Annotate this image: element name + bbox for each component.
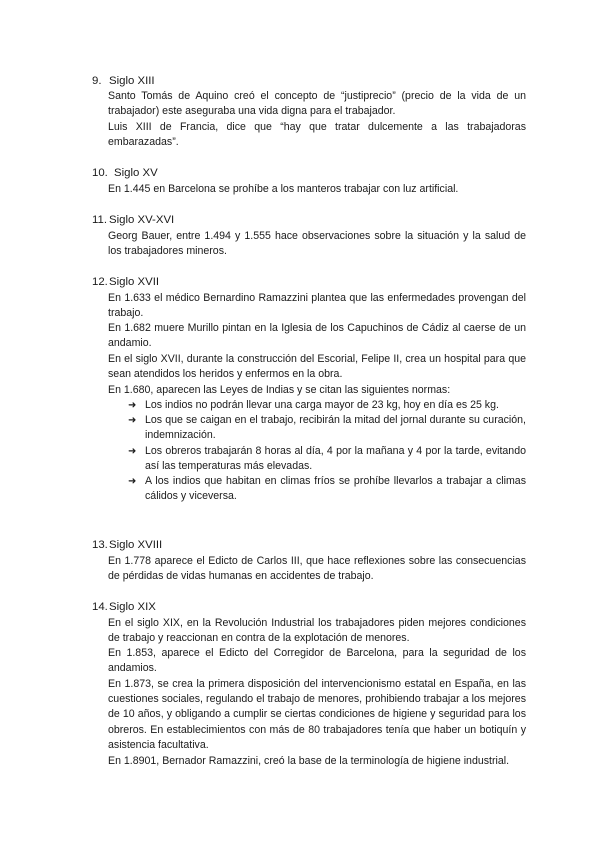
paragraph: Santo Tomás de Aquino creó el concepto de “justiprecio” (precio de la vida de un trabajador) este aseguraba una vida digna para el trabajador.: [108, 90, 526, 118]
list-item-text: Los que se caigan en el trabajo, recibirán la mitad del jornal durante su curación, indemnización.: [145, 414, 526, 442]
section-title: Siglo XVII: [109, 276, 160, 288]
paragraph: En 1.853, aparece el Edicto del Corregidor de Barcelona, para la seguridad de los andamios.: [108, 647, 526, 675]
paragraph: En 1.8901, Bernador Ramazzini, creó la base de la terminología de higiene industrial.: [108, 755, 510, 767]
list-item-text: Los obreros trabajarán 8 horas al día, 4 por la mañana y 4 por la tarde, evitando así las temperaturas más elevadas.: [145, 444, 526, 472]
section-title: Siglo XV: [114, 167, 158, 179]
list-item: [128, 444, 526, 474]
list-item: [128, 398, 526, 413]
section-heading-9: [92, 74, 155, 89]
section-heading-13: [92, 538, 162, 553]
paragraph: Luis XIII de Francia, dice que “hay que tratar dulcemente a las trabajadoras embarazadas”.: [108, 121, 526, 149]
list-item-text: A los indios que habitan en climas fríos se prohíbe llevarlos a trabajar a climas cálidos y viceversa.: [145, 475, 526, 503]
paragraph: En 1.873, se crea la primera disposición del intervencionismo estatal en España, en las cuestiones sociales, regulando el trabajo de menores, prohibiendo trabajar a los mejores de 10 años, y obligando a cumplir se ciertas condiciones de higiene y seguridad para los obreros. En establecimientos con más de 80 trabajadores tenía que haber un botiquín y asistencia facultativa.: [108, 678, 526, 751]
paragraph: En el siglo XVII, durante la construcción del Escorial, Felipe II, crea un hospital para que sean atendidos los heridos y enfermos en la obra.: [108, 353, 526, 381]
list-item: [128, 413, 526, 443]
arrow-right-icon: ➜: [128, 476, 137, 488]
bullet-list: [128, 398, 526, 504]
section-title: Siglo XVIII: [109, 539, 163, 551]
arrow-right-icon: ➜: [128, 400, 137, 411]
section-number: 12.: [92, 276, 108, 288]
paragraph: En 1.680, aparecen las Leyes de Indias y se citan las siguientes normas:: [108, 384, 451, 396]
section-title: Siglo XIII: [109, 75, 155, 87]
paragraph: En 1.682 muere Murillo pintan en la Iglesia de los Capuchinos de Cádiz al caerse de un andamio.: [108, 322, 526, 350]
list-item: [128, 474, 526, 504]
section-heading-14: [92, 600, 156, 615]
paragraph: En el siglo XIX, en la Revolución Industrial los trabajadores piden mejores condiciones de trabajo y reaccionan en contra de la explotación de menores.: [108, 617, 526, 645]
section-number: 14.: [92, 601, 108, 613]
section-title: Siglo XV-XVI: [109, 214, 175, 226]
paragraph: En 1.445 en Barcelona se prohíbe a los manteros trabajar con luz artificial.: [108, 183, 459, 195]
section-number: 9.: [92, 75, 102, 87]
list-item-text: Los indios no podrán llevar una carga mayor de 23 kg, hoy en día es 25 kg.: [145, 399, 499, 411]
arrow-right-icon: ➜: [128, 415, 137, 427]
section-heading-11: [92, 213, 174, 228]
section-number: 11.: [92, 214, 107, 226]
paragraph: En 1.778 aparece el Edicto de Carlos III, que hace reflexiones sobre las consecuencias de pérdidas de vidas humanas en accidentes de trabajo.: [108, 555, 526, 583]
paragraph: En 1.633 el médico Bernardino Ramazzini plantea que las enfermedades provengan del trabajo.: [108, 292, 526, 320]
arrow-right-icon: ➜: [128, 445, 137, 457]
section-number: 13.: [92, 539, 108, 551]
section-title: Siglo XIX: [109, 601, 156, 613]
section-heading-10: [92, 166, 158, 181]
paragraph: Georg Bauer, entre 1.494 y 1.555 hace observaciones sobre la situación y la salud de los trabajadores mineros.: [108, 230, 526, 258]
section-heading-12: [92, 275, 159, 290]
section-number: 10.: [92, 167, 108, 179]
